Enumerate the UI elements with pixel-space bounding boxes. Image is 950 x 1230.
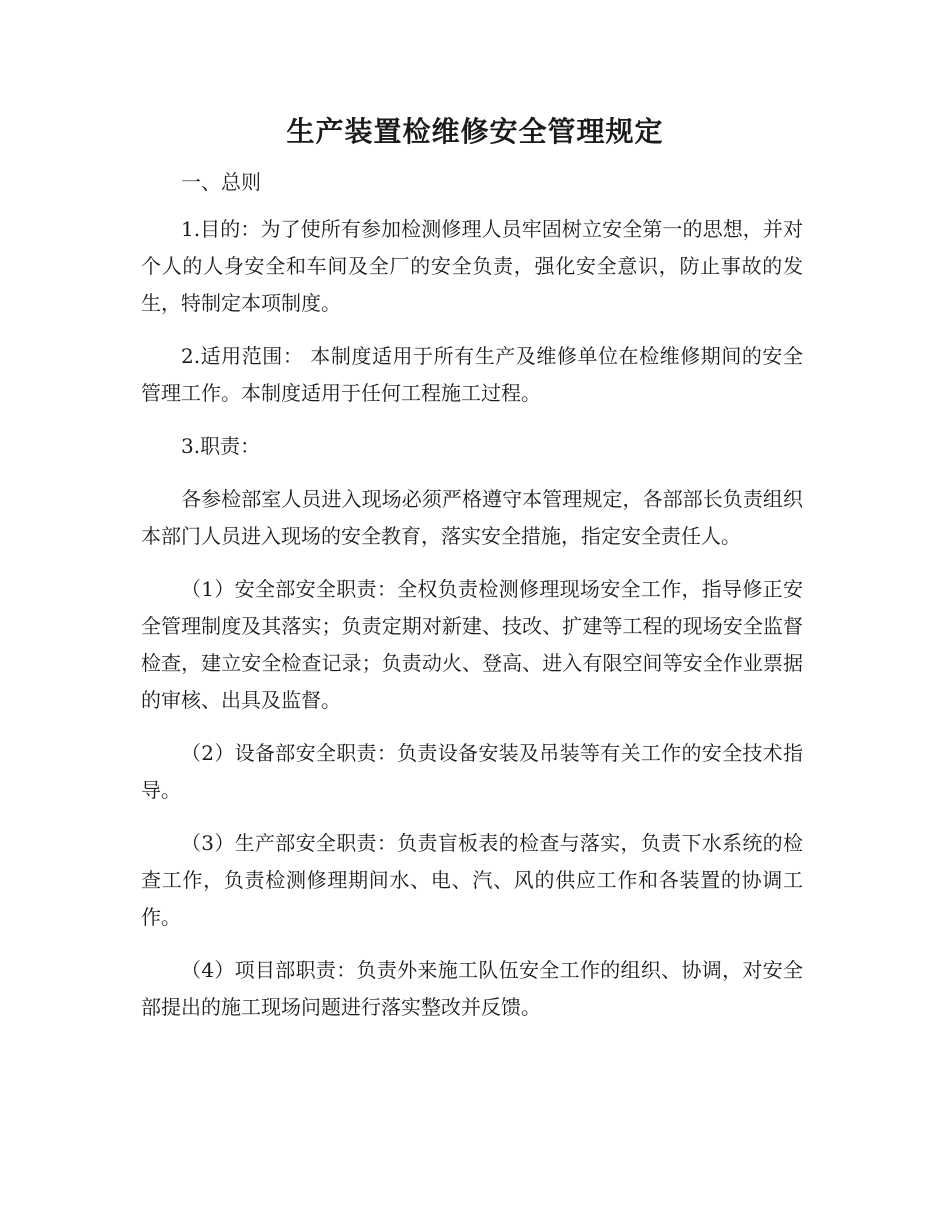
paragraph-scope: 2.适用范围： 本制度适用于所有生产及维修单位在检维修期间的安全管理工作。本制度适用于任何工程施工过程。 — [141, 344, 803, 405]
paragraph-production-dept: （3）生产部安全职责：负责盲板表的检查与落实，负责下水系统的检查工作，负责检测修理期间水、电、汽、风的供应工作和各装置的协调工作。 — [141, 831, 803, 929]
document-title: 生产装置检维修安全管理规定 — [286, 115, 664, 148]
paragraph-equipment-dept: （2）设备部安全职责：负责设备安装及吊装等有关工作的安全技术指导。 — [141, 741, 803, 802]
paragraph-project-dept: （4）项目部职责：负责外来施工队伍安全工作的组织、协调，对安全部提出的施工现场问题进行落实整改并反馈。 — [141, 958, 803, 1019]
paragraph-safety-dept: （1）安全部安全职责：全权负责检测修理现场安全工作，指导修正安全管理制度及其落实；负责定期对新建、技改、扩建等工程的现场安全监督检查，建立安全检查记录；负责动火、登高、进入有限空间等安全作业票据的审核、出具及监督。 — [141, 577, 803, 712]
section-heading-general: 一、总则 — [181, 170, 261, 194]
document-body — [141, 164, 803, 1042]
paragraph-responsibilities-intro: 各参检部室人员进入现场必须严格遵守本管理规定，各部部长负责组织本部门人员进入现场的安全教育，落实安全措施，指定安全责任人。 — [141, 487, 803, 548]
paragraph-responsibilities-heading: 3.职责： — [181, 434, 261, 458]
paragraph-purpose: 1.目的：为了使所有参加检测修理人员牢固树立安全第一的思想，并对个人的人身安全和车间及全厂的安全负责，强化安全意识，防止事故的发生，特制定本项制度。 — [141, 217, 803, 315]
